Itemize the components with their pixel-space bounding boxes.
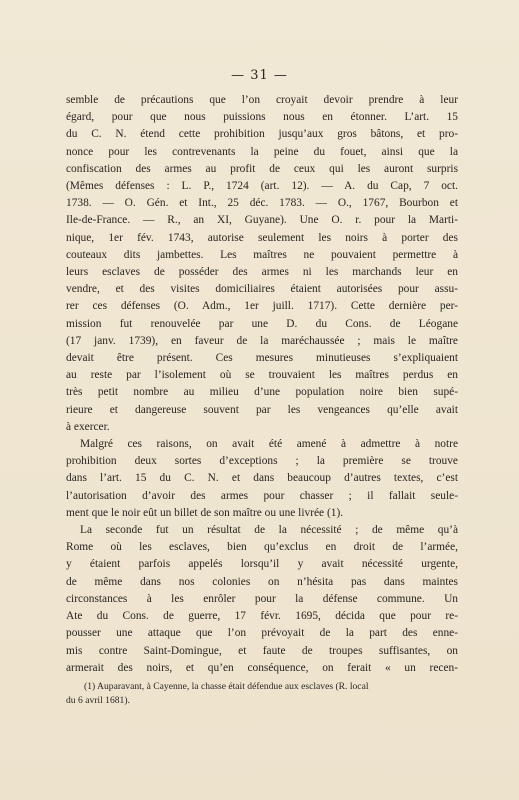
text-line: prohibition deux sortes d’exceptions ; la première se trouve	[66, 455, 458, 468]
text-line: (Mêmes défenses : L. P., 1724 (art. 12). — A. du Cap, 7 oct.	[66, 180, 458, 193]
text-line: mis contre Saint-Domingue, et faute de troupes suffisantes, on	[66, 644, 458, 657]
text-line: pousser une attaque que l’on prévoyait de la part des enne-	[66, 627, 458, 640]
text-line: mission fut renouvelée par une D. du Cons. de Léogane	[66, 317, 458, 330]
text-line: circonstances à les enrôler pour la défense commune. Un	[66, 592, 458, 605]
text-line: au reste par l’isolement où se trouvaient les maîtres perdus en	[66, 369, 458, 382]
text-line: du C. N. étend cette prohibition jusqu’aux gros bâtons, et pro-	[66, 128, 458, 141]
text-line: La seconde fut un résultat de la nécessité ; de même qu’à	[80, 524, 458, 537]
text-line: rieure et dangereuse souvent par les vengeances qu’elle avait	[66, 403, 458, 416]
text-line: Rome où les esclaves, bien qu’exclus en droit de l’armée,	[66, 541, 458, 554]
text-line: leurs esclaves de posséder des armes ni les marchands leur en	[66, 266, 458, 279]
text-line: l’autorisation d’avoir des armes pour chasser ; il fallait seule-	[66, 489, 458, 502]
body-text	[66, 92, 458, 677]
text-line: Ile-de-France. — R., an XI, Guyane). Une O. r. pour la Marti-	[66, 214, 458, 227]
text-line: Malgré ces raisons, on avait été amené à admettre à notre	[80, 438, 458, 451]
text-line: égard, pour que nous puissions nous en étonner. L’art. 15	[66, 111, 458, 124]
text-line: 1738. — O. Gén. et Int., 25 déc. 1783. — O., 1767, Bourbon et	[66, 197, 458, 210]
text-line: rer ces défenses (O. Adm., 1er juill. 1717). Cette dernière per-	[66, 300, 458, 313]
footnote-line: (1) Auparavant, à Cayenne, la chasse était défendue aux esclaves (R. local	[84, 681, 369, 692]
text-line: nique, 1er fév. 1743, autorise seulement les noirs à porter des	[66, 231, 458, 244]
text-line: couteaux dits jambettes. Les maîtres ne pouvaient permettre à	[66, 248, 458, 261]
paragraph-3	[66, 522, 458, 677]
text-line: armerait des noirs, et qu’en conséquence, on ferait « un recen-	[66, 661, 458, 674]
footnote-line: du 6 avril 1681).	[66, 695, 130, 706]
page-number: — 31 —	[231, 68, 288, 83]
text-line: confiscation des armes au profit de ceux qui les auront surpris	[66, 162, 458, 175]
text-line: semble de précautions que l’on croyait devoir prendre à leur	[66, 94, 458, 106]
text-line: à exercer.	[66, 420, 110, 433]
text-line: nonce pour les contrevenants la peine du fouet, ainsi que la	[66, 145, 458, 158]
text-line: y étaient parfois appelés lorsqu’il y avait nécessité urgente,	[66, 558, 458, 571]
text-line: (17 janv. 1739), en faveur de la maréchaussée ; mais le maître	[66, 334, 458, 347]
text-line: devait être présent. Ces mesures minutieuses s’expliquaient	[66, 352, 458, 365]
paragraph-1	[66, 92, 458, 436]
text-line: vendre, et des visites domiciliaires étaient autorisées pour assu-	[66, 283, 458, 296]
paragraph-2	[66, 436, 458, 522]
text-line: très petit nombre au milieu d’une population noire bien supé-	[66, 386, 458, 399]
text-line: ment que le noir eût un billet de son maître ou une livrée (1).	[66, 506, 344, 519]
footnote	[66, 680, 458, 708]
text-line: dans l’art. 15 du C. N. et dans beaucoup d’autres textes, c’est	[66, 472, 458, 485]
text-line: Ate du Cons. de guerre, 17 févr. 1695, décida que pour re-	[66, 610, 458, 623]
text-line: de même dans nos colonies on n’hésita pas dans maintes	[66, 575, 458, 588]
